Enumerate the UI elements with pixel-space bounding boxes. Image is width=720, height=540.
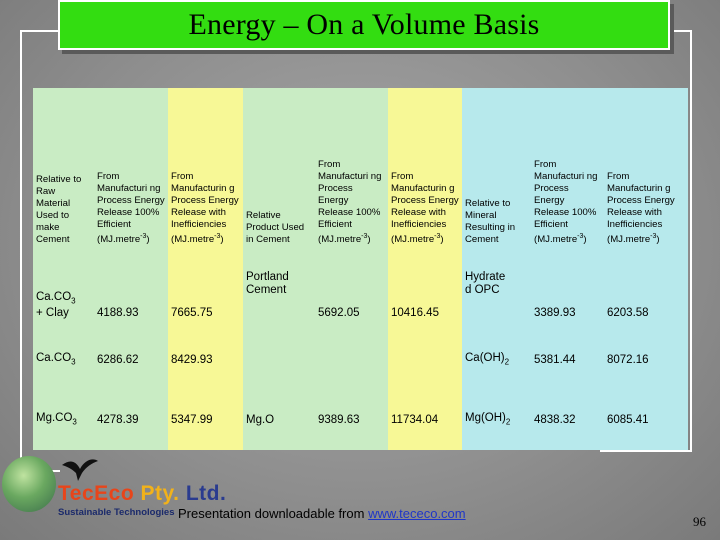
value-cell: 11734.04 bbox=[388, 390, 462, 450]
decorative-line bbox=[20, 30, 22, 470]
header-cell: From Manufacturin g Process Energy Release with Inefficiencies (MJ.metre$^{-3}$) bbox=[604, 88, 688, 248]
footer-text: Presentation downloadable from bbox=[178, 506, 365, 521]
header-cell: From Manufacturin g Process Energy Release with Inefficiencies (MJ.metre$^{-3}$) bbox=[388, 88, 462, 248]
value-cell: 10416.45 bbox=[388, 248, 462, 330]
raw-material-cell: $Mg.CO_3$ bbox=[33, 390, 94, 450]
header-cell: From Manufacturi ng Process Energy Release 100% Efficient (MJ.metre$^{-3}$) bbox=[94, 88, 168, 248]
value-cell: 4278.39 bbox=[94, 390, 168, 450]
footer-link[interactable]: www.tececo.com bbox=[368, 506, 466, 521]
value-cell: 3389.93 bbox=[531, 248, 604, 330]
table-row bbox=[33, 330, 688, 390]
logo-subtitle: Sustainable Technologies bbox=[58, 507, 175, 518]
header-cell: From Manufacturin g Process Energy Release with Inefficiencies (MJ.metre$^{-3}$) bbox=[168, 88, 243, 248]
mineral-cell: Hydrate d OPC bbox=[462, 248, 531, 330]
value-cell: 8072.16 bbox=[604, 330, 688, 390]
value-cell: 6203.58 bbox=[604, 248, 688, 330]
value-cell bbox=[388, 330, 462, 390]
product-cell bbox=[243, 330, 315, 390]
value-cell: 5347.99 bbox=[168, 390, 243, 450]
logo-tec: TecEco bbox=[58, 482, 135, 505]
header-cell: Relative Product Used in Cement bbox=[243, 88, 315, 248]
decorative-line bbox=[690, 30, 692, 450]
value-cell bbox=[315, 330, 388, 390]
header-cell: From Manufacturi ng Process Energy Release 100% Efficient (MJ.metre$^{-3}$) bbox=[315, 88, 388, 248]
value-cell: 6286.62 bbox=[94, 330, 168, 390]
value-cell: 4188.93 bbox=[94, 248, 168, 330]
table-header-row bbox=[33, 88, 688, 248]
product-cell: Mg.O bbox=[243, 390, 315, 450]
header-cell: Relative to Raw Material Used to make Cement bbox=[33, 88, 94, 248]
bird-icon bbox=[60, 455, 100, 483]
decorative-line bbox=[20, 30, 60, 32]
header-cell: From Manufacturi ng Process Energy Release 100% Efficient (MJ.metre$^{-3}$) bbox=[531, 88, 604, 248]
energy-table bbox=[33, 88, 688, 450]
table-row bbox=[33, 390, 688, 450]
raw-material-cell: $Ca.CO_3$ bbox=[33, 330, 94, 390]
value-cell: 9389.63 bbox=[315, 390, 388, 450]
value-cell: 7665.75 bbox=[168, 248, 243, 330]
table-row bbox=[33, 248, 688, 330]
slide-title: Energy – On a Volume Basis bbox=[188, 8, 540, 41]
page-number: 96 bbox=[693, 514, 706, 529]
value-cell: 8429.93 bbox=[168, 330, 243, 390]
mineral-cell: $Mg(OH)_2$ bbox=[462, 390, 531, 450]
header-cell: Relative to Mineral Resulting in Cement bbox=[462, 88, 531, 248]
value-cell: 4838.32 bbox=[531, 390, 604, 450]
globe-icon bbox=[2, 456, 56, 512]
product-cell: Portland Cement bbox=[243, 248, 315, 330]
value-cell: 6085.41 bbox=[604, 390, 688, 450]
mineral-cell: $Ca(OH)_2$ bbox=[462, 330, 531, 390]
logo-pty: Pty. bbox=[140, 482, 180, 505]
logo-ltd: Ltd. bbox=[185, 482, 227, 505]
value-cell: 5692.05 bbox=[315, 248, 388, 330]
decorative-line bbox=[600, 450, 692, 452]
logo-text bbox=[58, 482, 226, 506]
raw-material-cell: $Ca.CO_3$ + Clay bbox=[33, 248, 94, 330]
slide-title-box bbox=[58, 0, 670, 50]
footer bbox=[178, 506, 466, 521]
value-cell: 5381.44 bbox=[531, 330, 604, 390]
